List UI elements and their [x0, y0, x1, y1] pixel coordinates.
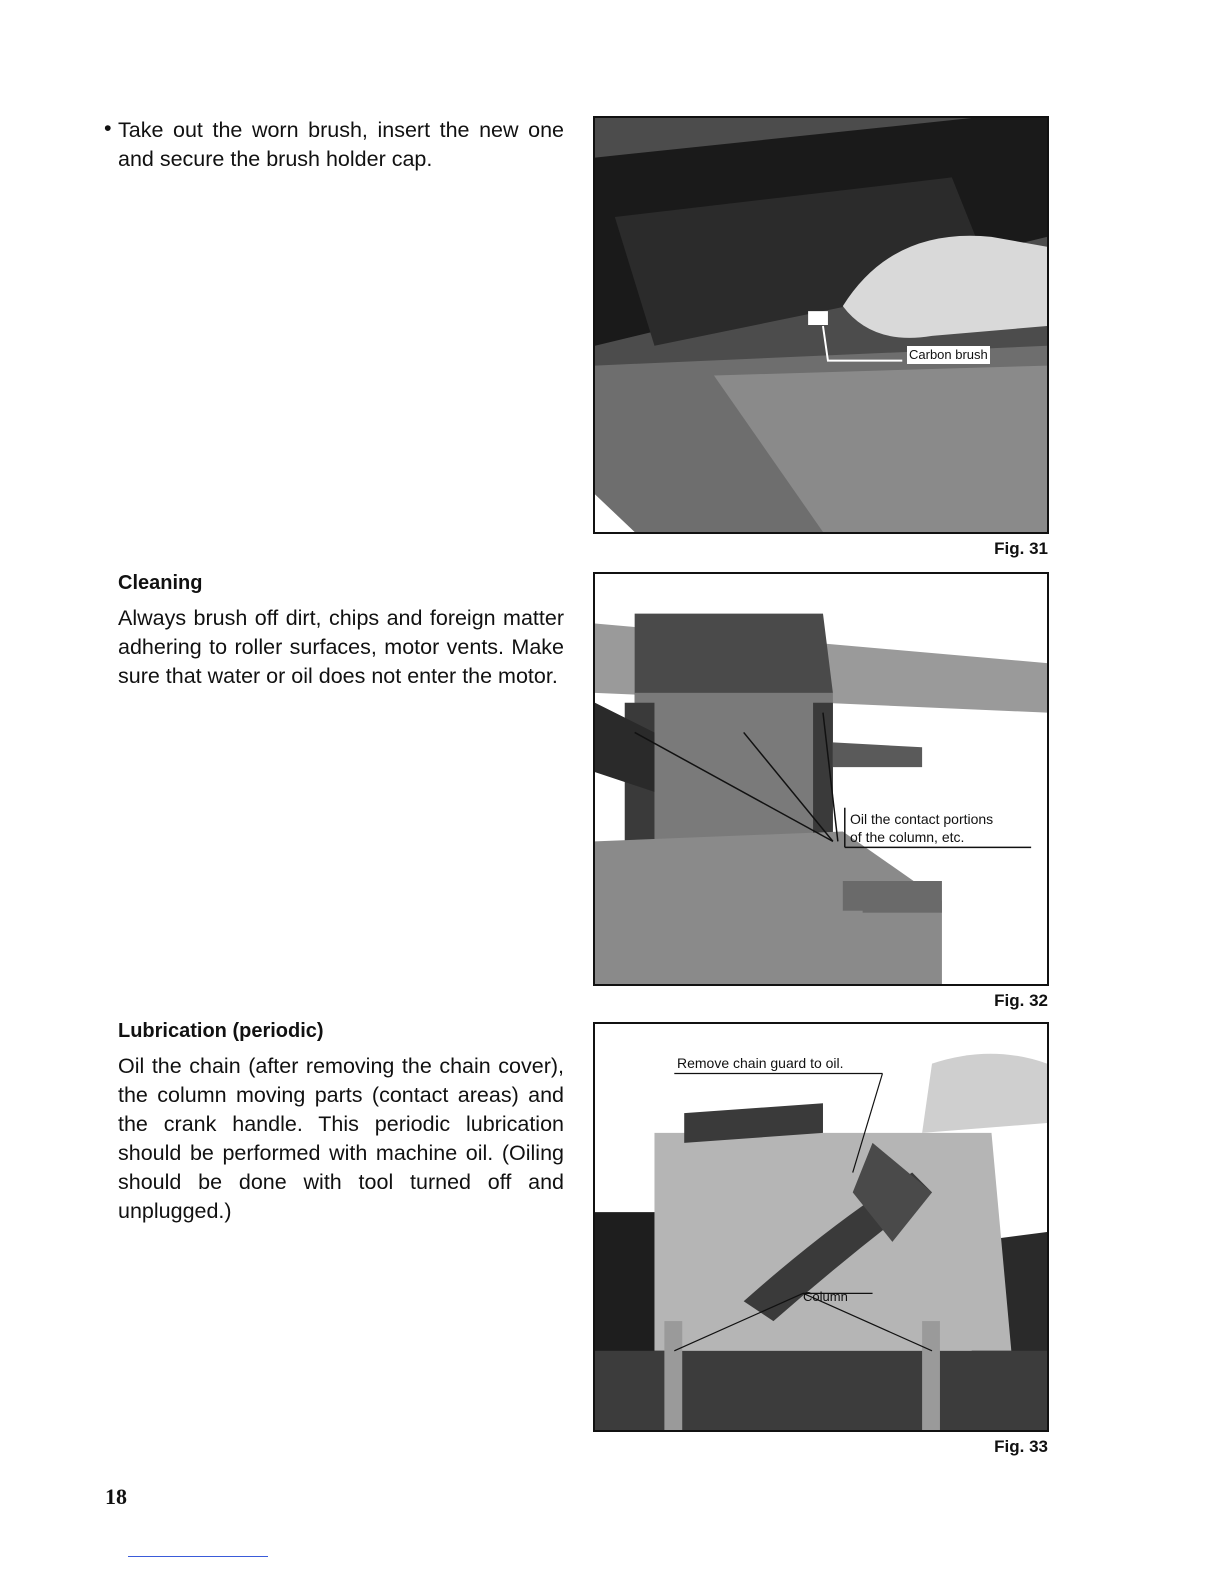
figure-31-photo — [593, 116, 1049, 534]
figure-32-photo — [593, 572, 1049, 986]
column-label: Column — [803, 1289, 848, 1304]
figure-31-caption: Fig. 31 — [994, 539, 1048, 558]
carbon-brush-label: Carbon brush — [909, 347, 988, 362]
brush-replacement-illustration — [595, 118, 1047, 532]
lubrication-section — [118, 1017, 564, 1226]
bullet-marker: • — [104, 116, 112, 140]
page-number: 18 — [105, 1484, 127, 1509]
chain-guard-label: Remove chain guard to oil. — [677, 1055, 844, 1071]
oil-contact-label-line1: Oil the contact portions — [850, 811, 994, 827]
intro-text: Take out the worn brush, insert the new one and secure the brush holder cap. — [118, 118, 564, 171]
oil-contact-label-line2: of the column, etc. — [850, 829, 965, 845]
cleaning-body: Always brush off dirt, chips and foreign matter adhering to roller surfaces, motor vents. Make sure that water or oil does not enter the motor. — [118, 606, 564, 688]
figure-33-photo — [593, 1022, 1049, 1432]
cleaning-section — [118, 569, 564, 691]
footer-rule — [128, 1556, 268, 1557]
cleaning-heading: Cleaning — [118, 572, 203, 594]
planer-column-illustration — [595, 574, 1047, 984]
chain-lubrication-illustration — [595, 1024, 1047, 1430]
lubrication-body: Oil the chain (after removing the chain cover), the column moving parts (contact areas) and the crank handle. This periodic lubrication should be performed with machine oil. (Oiling should be done with tool turned off and unplugged.) — [118, 1054, 564, 1223]
figure-33-caption: Fig. 33 — [994, 1437, 1048, 1456]
figure-32-caption: Fig. 32 — [994, 991, 1048, 1010]
lubrication-heading: Lubrication (periodic) — [118, 1020, 324, 1042]
intro-paragraph — [118, 116, 564, 174]
